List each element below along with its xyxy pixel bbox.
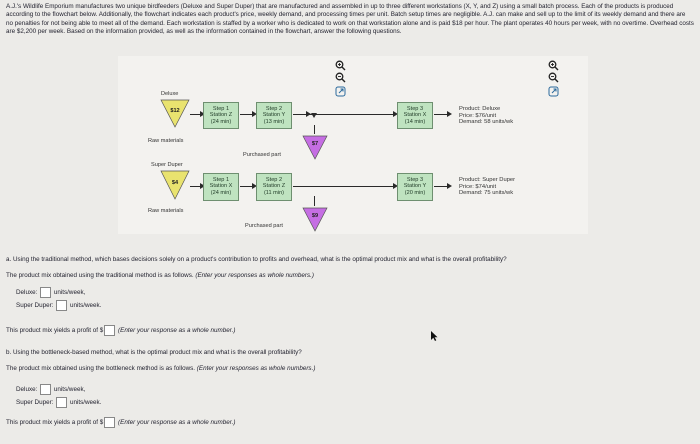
superduper-step2-time: (11 min) <box>263 189 285 196</box>
deluxe-step1-time: (24 min) <box>210 118 232 125</box>
question-a-hint: (Enter your responses as whole numbers.) <box>195 272 315 279</box>
superduper-purchased-connector <box>314 196 315 206</box>
profit-row-a <box>6 325 235 336</box>
arrow <box>367 186 394 187</box>
deluxe-step1-station: Station Z <box>209 112 233 119</box>
superduper-step1-title: Step 1 <box>212 177 230 183</box>
zoom-in-icon[interactable] <box>334 59 346 71</box>
superduper-product-info <box>459 177 515 197</box>
deluxe-purchased-connector <box>314 125 315 134</box>
question-a: a. Using the traditional method, which bases decisions solely on a product's contribution to profits and overhead, what is the optimal product mix and what is the overall profitability? <box>6 256 507 263</box>
deluxe-step2-time: (13 min) <box>263 118 285 125</box>
arrow <box>434 186 448 187</box>
units-label: units/week, <box>53 386 86 394</box>
deluxe-product-info <box>459 106 513 126</box>
superduper-step2-station: Station Z <box>262 183 286 190</box>
superduper-answer-label: Super Duper: <box>16 302 54 310</box>
profit-prefix: This product mix yields a profit of $ <box>6 327 104 335</box>
deluxe-units-input-b[interactable] <box>40 384 51 395</box>
arrow <box>367 114 394 115</box>
question-b-intro: The product mix obtained using the bottleneck method is as follows. <box>6 365 196 372</box>
deluxe-price: Price: $76/unit <box>459 112 497 119</box>
zoom-in-icon[interactable] <box>547 59 559 71</box>
deluxe-raw-label: Raw materials <box>148 138 184 144</box>
profit-hint: (Enter your response as a whole number.) <box>118 419 236 427</box>
superduper-step2-box <box>256 173 292 201</box>
deluxe-step3-time: (14 min) <box>404 118 426 125</box>
mouse-cursor <box>431 328 438 346</box>
deluxe-step2-box <box>256 102 292 129</box>
arrow <box>190 114 201 115</box>
arrow <box>240 114 253 115</box>
deluxe-step1-box <box>203 102 239 129</box>
deluxe-step3-station: Station X <box>403 112 427 119</box>
superduper-connector-line <box>293 186 367 187</box>
deluxe-purchased-triangle <box>302 135 328 160</box>
deluxe-demand: Demand: 58 units/wk <box>459 119 514 126</box>
deluxe-answer-row-b <box>16 384 85 395</box>
deluxe-step3-box <box>397 102 433 129</box>
superduper-raw-label: Raw materials <box>148 208 184 214</box>
deluxe-answer-label: Deluxe: <box>16 289 38 297</box>
question-a-intro: The product mix obtained using the traditional method is as follows. <box>6 272 194 279</box>
superduper-purchased-triangle <box>302 207 328 232</box>
superduper-purchased-value: $9 <box>311 213 319 219</box>
deluxe-step3-title: Step 3 <box>406 106 424 112</box>
superduper-step3-station: Station Y <box>403 183 427 190</box>
superduper-answer-label: Super Duper: <box>16 399 54 407</box>
deluxe-step2-station: Station Y <box>262 112 286 119</box>
superduper-answer-row-a <box>16 300 101 311</box>
superduper-units-input-b[interactable] <box>56 397 67 408</box>
superduper-price: Price: $74/unit <box>459 183 497 190</box>
superduper-raw-value: $4 <box>171 180 179 186</box>
superduper-product-name: Product: Super Duper <box>459 177 516 183</box>
superduper-units-input-a[interactable] <box>56 300 67 311</box>
deluxe-answer-label: Deluxe: <box>16 386 38 394</box>
deluxe-step2-title: Step 2 <box>265 106 283 112</box>
superduper-label: Super Duper <box>151 162 183 168</box>
superduper-step1-time: (24 min) <box>210 189 232 196</box>
superduper-step3-box <box>397 173 433 201</box>
deluxe-label: Deluxe <box>161 91 179 97</box>
question-a-line <box>6 272 314 280</box>
superduper-demand: Demand: 75 units/wk <box>459 190 514 197</box>
question-b-line <box>6 365 315 373</box>
superduper-step1-station: Station X <box>209 183 233 190</box>
problem-intro: A.J.'s Wildlife Emporium manufactures two unique birdfeeders (Deluxe and Super Duper) that are manufactured and assembled in up to three different workstations (X, Y, and Z) using a small batch process. Each of the products is produced according to the flowchart below. Additionally, the flowchart indicates each product's price, weekly demand, and processing times per unit. Batch setup times are negligible. A.J. can make and sell up to the limit of its weekly demand and there are no penalties for not being able to meet all of the demand. Each workstation is staffed by a worker who is dedicated to work on that workstation alone and is paid $18 per hour. The plant operates 40 hours per week, with no overtime. Overhead costs are $2,200 per week. Based on the information provided, as well as the information contained in the flowchart, answer the following questions. <box>6 3 694 36</box>
popout-icon[interactable] <box>334 85 346 97</box>
superduper-step1-box <box>203 173 239 201</box>
question-b-hint: (Enter your responses as whole numbers.) <box>196 365 316 372</box>
flowchart-panel <box>118 56 588 234</box>
superduper-purchased-label: Purchased part <box>245 223 283 229</box>
deluxe-product-name: Product: Deluxe <box>459 106 501 112</box>
superduper-step3-title: Step 3 <box>406 177 424 183</box>
deluxe-purchased-label: Purchased part <box>243 152 281 158</box>
question-b: b. Using the bottleneck-based method, what is the optimal product mix and what is the overall profitability? <box>6 349 302 356</box>
units-label: units/week, <box>53 289 86 297</box>
profit-input-a[interactable] <box>104 325 115 336</box>
zoom-out-icon[interactable] <box>547 71 559 83</box>
units-label: units/week. <box>69 399 102 407</box>
popout-icon[interactable] <box>547 85 559 97</box>
arrow <box>293 114 307 115</box>
arrow <box>190 186 201 187</box>
zoom-out-icon[interactable] <box>334 71 346 83</box>
profit-hint: (Enter your response as a whole number.) <box>118 327 236 335</box>
deluxe-purchased-value: $7 <box>311 141 319 147</box>
arrow <box>240 186 253 187</box>
deluxe-units-input-a[interactable] <box>40 287 51 298</box>
deluxe-step1-title: Step 1 <box>212 106 230 112</box>
deluxe-raw-value: $12 <box>170 108 180 114</box>
profit-row-b <box>6 417 235 428</box>
deluxe-answer-row-a <box>16 287 85 298</box>
superduper-step3-time: (20 min) <box>404 189 426 196</box>
superduper-answer-row-b <box>16 397 101 408</box>
superduper-step2-title: Step 2 <box>265 177 283 183</box>
units-label: units/week. <box>69 302 102 310</box>
profit-input-b[interactable] <box>104 417 115 428</box>
deluxe-connector-line <box>307 114 367 115</box>
profit-prefix: This product mix yields a profit of $ <box>6 419 104 427</box>
arrow <box>434 114 448 115</box>
